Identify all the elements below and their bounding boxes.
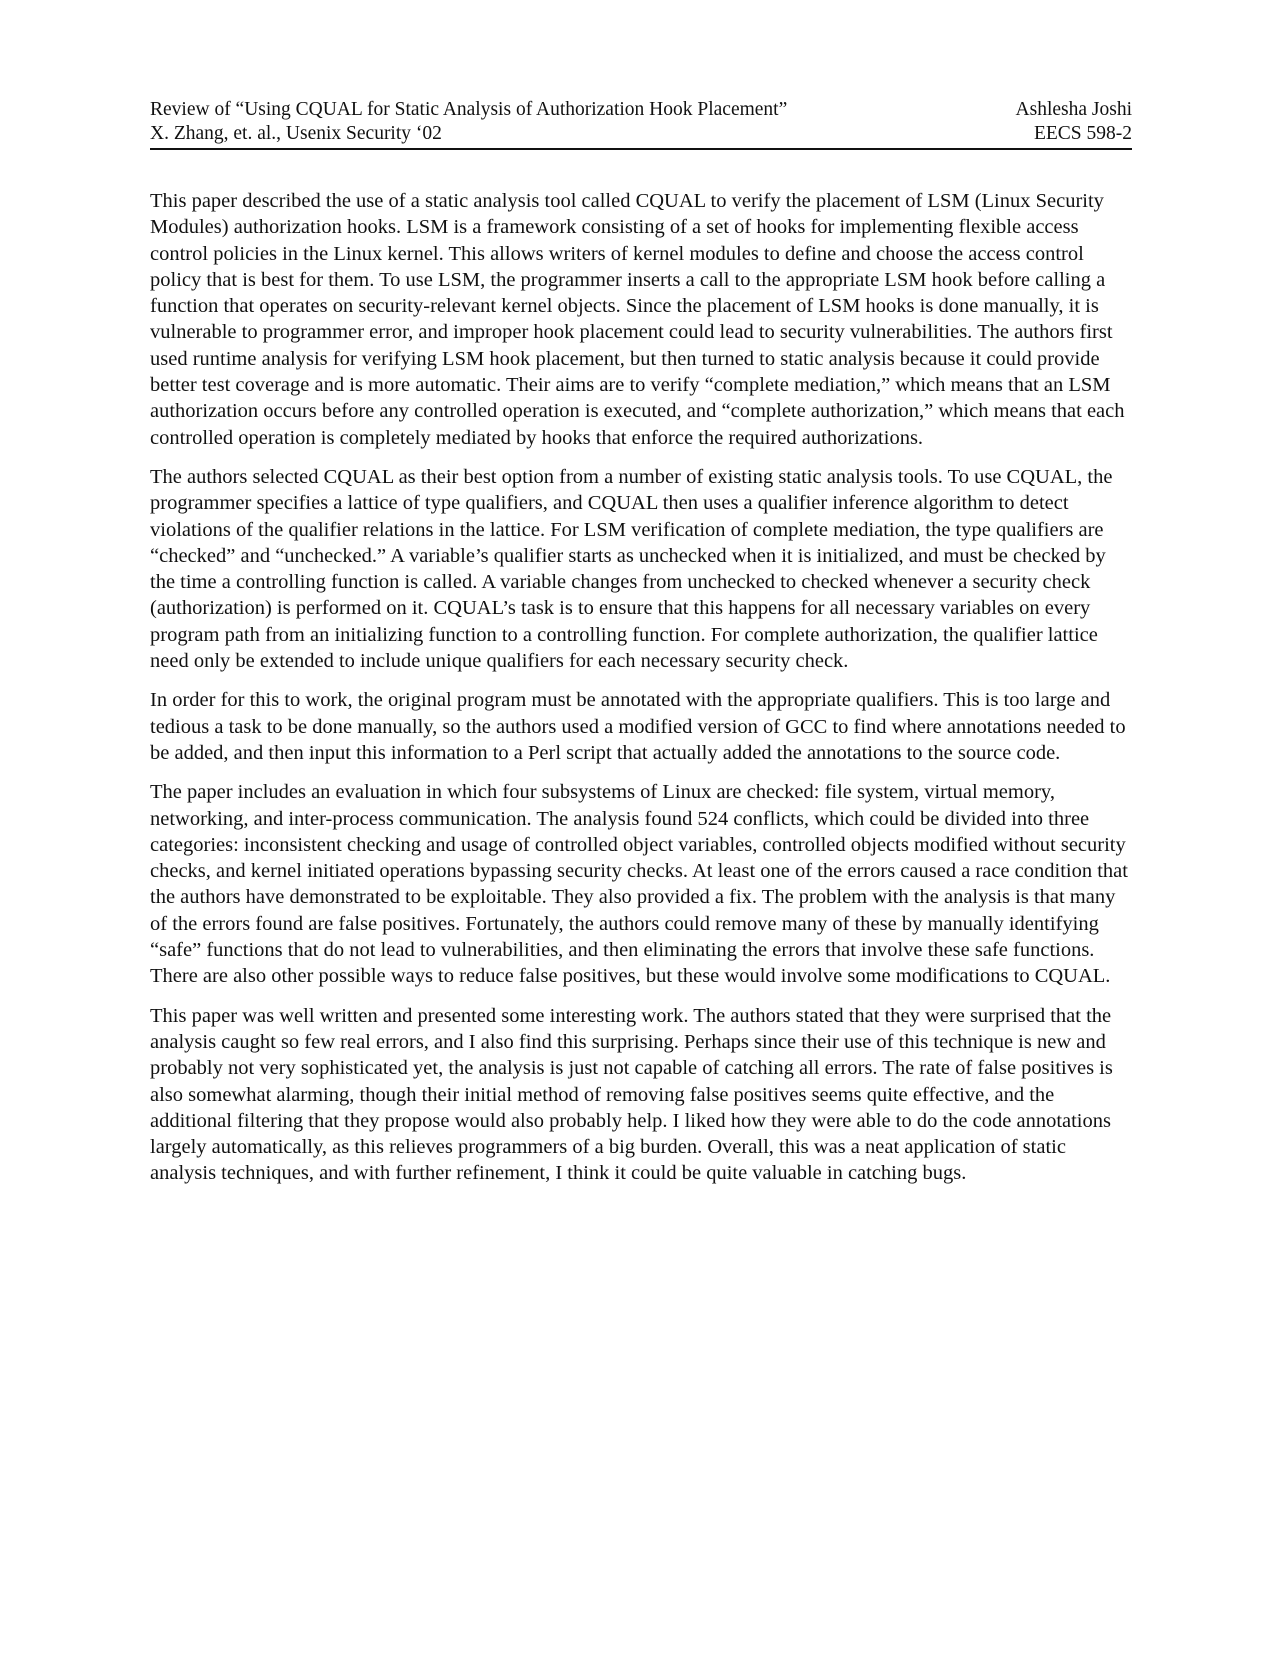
header-right <box>1016 98 1132 146</box>
citation: X. Zhang, et. al., Usenix Security ‘02 <box>150 123 442 144</box>
paragraph: The authors selected CQUAL as their best option from a number of existing static analysis tools. To use CQUAL, the programmer specifies a lattice of type qualifiers, and CQUAL then uses a qualifier inference algorithm to detect violations of the qualifier relations in the lattice. For LSM verification of complete mediation, the type qualifiers are “checked” and “unchecked.” A variable’s qualifier starts as unchecked when it is initialized, and must be checked by the time a controlling function is called. A variable changes from unchecked to checked whenever a security check (authorization) is performed on it. CQUAL’s task is to ensure that this happens for all necessary variables on every program path from an initializing function to a controlling function. For complete authorization, the qualifier lattice need only be extended to include unique qualifiers for each necessary security check. <box>150 465 1113 673</box>
review-title: Review of “Using CQUAL for Static Analysis of Authorization Hook Placement” <box>150 99 788 120</box>
header-left <box>150 98 787 146</box>
document-page <box>150 98 1132 1200</box>
author-name: Ashlesha Joshi <box>1015 99 1132 120</box>
review-body <box>150 188 1132 1187</box>
paragraph: This paper was well written and presented some interesting work. The authors stated that they were surprised that the analysis caught so few real errors, and I also find this surprising. Perhaps since their use of this technique is new and probably not very sophisticated yet, the analysis is just not capable of catching all errors. The rate of false positives is also somewhat alarming, though their initial method of removing false positives seems quite effective, and the additional filtering that they propose would also probably help. I liked how they were able to do the code annotations largely automatically, as this relieves programmers of a big burden. Overall, this was a neat application of static analysis techniques, and with further refinement, I think it could be quite valuable in catching bugs. <box>150 1004 1113 1185</box>
paragraph: This paper described the use of a static analysis tool called CQUAL to verify the placement of LSM (Linux Security Modules) authorization hooks. LSM is a framework consisting of a set of hooks for implementing flexible access control policies in the Linux kernel. This allows writers of kernel modules to define and choose the access control policy that is best for them. To use LSM, the programmer inserts a call to the appropriate LSM hook before calling a function that operates on security-relevant kernel objects. Since the placement of LSM hooks is done manually, it is vulnerable to programmer error, and improper hook placement could lead to security vulnerabilities. The authors first used runtime analysis for verifying LSM hook placement, but then turned to static analysis because it could provide better test coverage and is more automatic. Their aims are to verify “complete mediation,” which means that an LSM authorization occurs before any controlled operation is executed, and “complete authorization,” which means that each controlled operation is completely mediated by hooks that enforce the required authorizations. <box>150 190 1125 449</box>
paragraph: The paper includes an evaluation in which four subsystems of Linux are checked: file system, virtual memory, networking, and inter-process communication. The analysis found 524 conflicts, which could be divided into three categories: inconsistent checking and usage of controlled object variables, controlled objects modified without security checks, and kernel initiated operations bypassing security checks. At least one of the errors caused a race condition that the authors have demonstrated to be exploitable. They also provided a fix. The problem with the analysis is that many of the errors found are false positives. Fortunately, the authors could remove many of these by manually identifying “safe” functions that do not lead to vulnerabilities, and then eliminating the errors that involve these safe functions. There are also other possible ways to reduce false positives, but these would involve some modifications to CQUAL. <box>150 781 1128 988</box>
page-header <box>150 98 1132 150</box>
paragraph: In order for this to work, the original program must be annotated with the appropriate qualifiers. This is too large and tedious a task to be done manually, so the authors used a modified version of GCC to find where annotations needed to be added, and then input this information to a Perl script that actually added the annotations to the source code. <box>150 689 1126 764</box>
course-code: EECS 598-2 <box>1033 123 1132 144</box>
